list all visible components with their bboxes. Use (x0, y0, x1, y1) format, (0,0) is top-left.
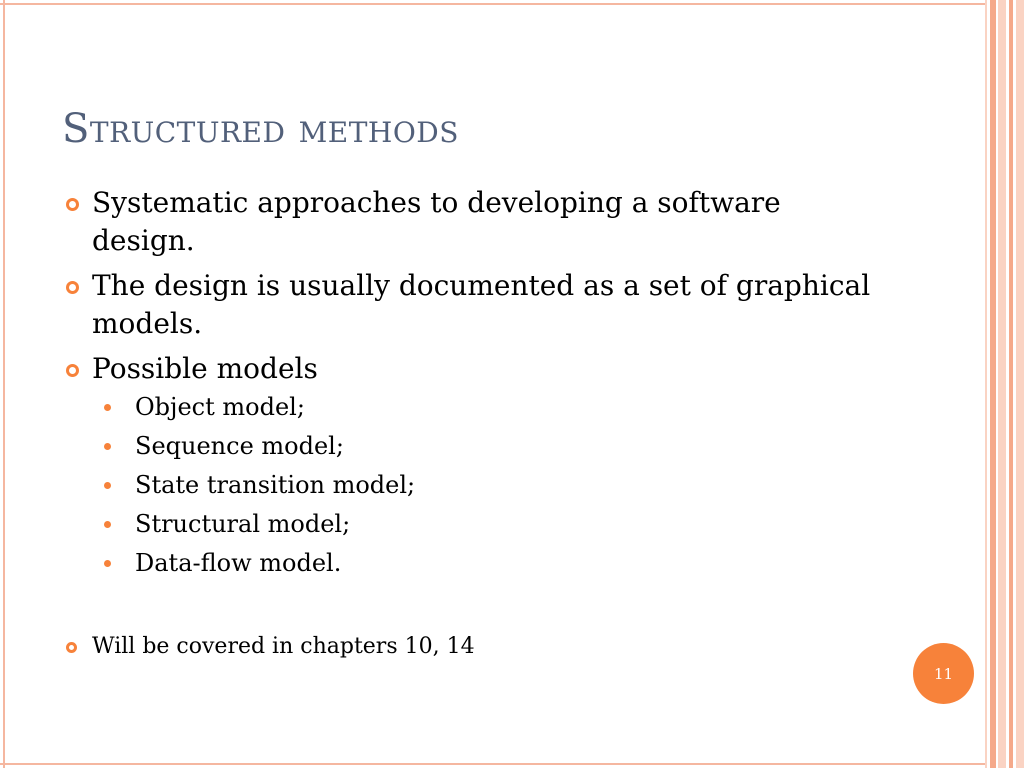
hollow-circle-bullet-icon (66, 281, 79, 294)
filled-dot-bullet-icon (104, 443, 111, 450)
frame-border-bottom (0, 763, 985, 765)
sub-bullet-item (62, 548, 882, 579)
page-number-badge (913, 643, 974, 704)
frame-border-top (0, 3, 985, 5)
slide-content (62, 184, 882, 587)
sub-bullet-item (62, 431, 882, 462)
sub-bullet-item (62, 509, 882, 540)
frame-border-left (3, 0, 5, 768)
hollow-circle-bullet-icon (66, 198, 79, 211)
hollow-circle-bullet-icon (66, 642, 77, 653)
decorative-stripe (985, 0, 987, 768)
bullet-text: The design is usually documented as a set of graphical models. (92, 269, 871, 340)
sub-bullet-text: Sequence model; (135, 432, 344, 460)
bullet-item (62, 350, 882, 579)
page-number: 11 (933, 664, 954, 683)
filled-dot-bullet-icon (104, 521, 111, 528)
note-item (62, 632, 475, 662)
sub-bullet-list (92, 392, 882, 579)
bullet-item (62, 267, 882, 343)
sub-bullet-text: Data-flow model. (135, 549, 342, 577)
filled-dot-bullet-icon (104, 560, 111, 567)
decorative-stripe (990, 0, 996, 768)
note-text: Will be covered in chapters 10, 14 (92, 634, 475, 659)
sub-bullet-text: Object model; (135, 393, 305, 421)
hollow-circle-bullet-icon (66, 364, 79, 377)
sub-bullet-text: Structural model; (135, 510, 351, 538)
sub-bullet-text: State transition model; (135, 471, 416, 499)
bullet-list (62, 184, 882, 579)
sub-bullet-item (62, 470, 882, 501)
bullet-text: Possible models (92, 352, 318, 385)
slide-title: Structured methods (62, 106, 459, 152)
decorative-stripe (1016, 0, 1024, 768)
decorative-stripe (998, 0, 1006, 768)
sub-bullet-item (62, 392, 882, 423)
decorative-stripe (1009, 0, 1013, 768)
bullet-text: Systematic approaches to developing a software design. (92, 186, 781, 257)
filled-dot-bullet-icon (104, 482, 111, 489)
bullet-item (62, 184, 882, 260)
filled-dot-bullet-icon (104, 404, 111, 411)
